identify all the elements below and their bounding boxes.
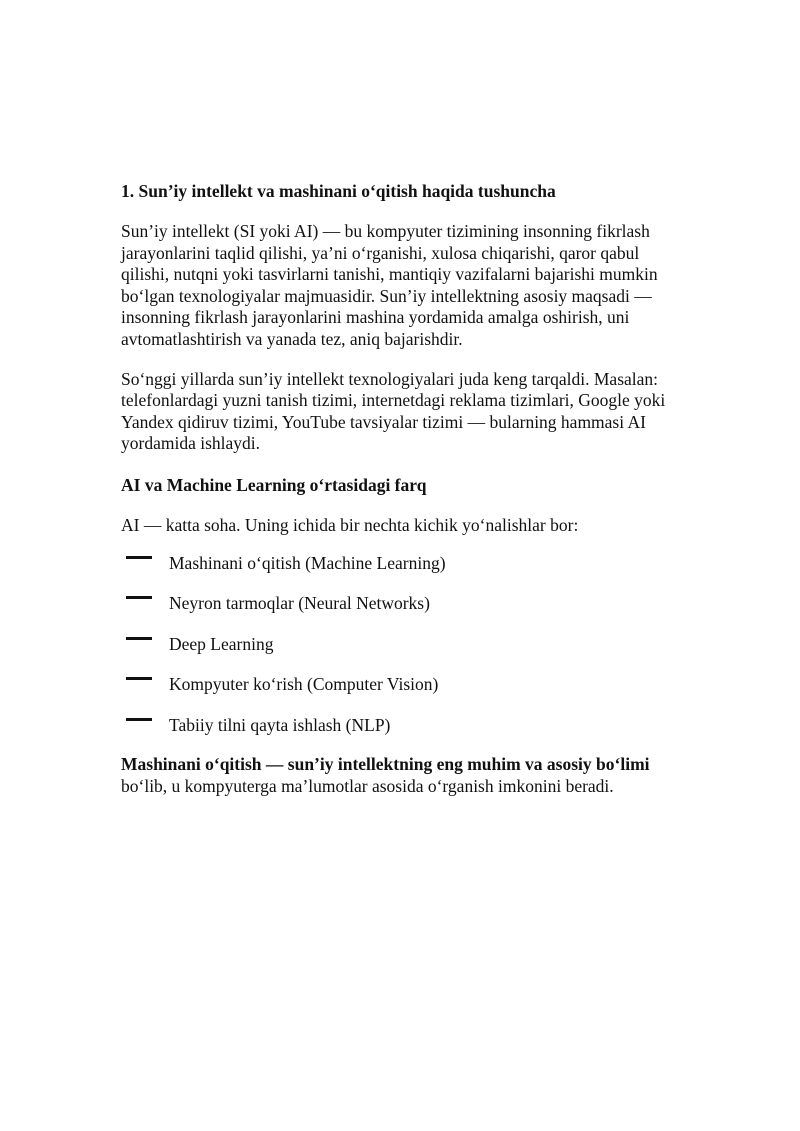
list-item-label: Neyron tarmoqlar (Neural Networks) <box>169 593 430 614</box>
dash-bullet-icon <box>126 596 152 599</box>
list-item <box>121 591 681 615</box>
list-item-label: Deep Learning <box>169 633 274 654</box>
dash-bullet-icon <box>126 637 152 640</box>
closing-regular-text: bo‘lib, u kompyuterga ma’lumotlar asosida o‘rganish imkonini beradi. <box>121 776 614 797</box>
document-body <box>121 179 681 797</box>
closing-paragraph <box>121 753 681 797</box>
dash-bullet-icon <box>126 718 152 721</box>
paragraph-definition: Sun’iy intellekt (SI yoki AI) — bu kompyuter tizimining insonning fikrlash jarayonlarini taqlid qilishi, ya’ni o‘rganishi, xulosa chiqarishi, qaror qabul qilishi, nutqni yoki tasvirlarni tanishi, mantiqiy vazifalarni bajarishi mumkin bo‘lgan texnologiyalar majmuasidir. Sun’iy intellektning asosiy maqsadi — insonning fikrlash jarayonlarini mashina yordamida amalga oshirish, uni avtomatlashtirish va yanada tez, aniq bajarishdir. <box>121 221 658 349</box>
section-heading: 1. Sun’iy intellekt va mashinani o‘qitish haqida tushuncha <box>121 181 556 201</box>
paragraph-examples: So‘nggi yillarda sun’iy intellekt texnologiyalari juda keng tarqaldi. Masalan: telefonlardagi yuzni tanish tizimi, internetdagi reklama tizimlari, Google yoki Yandex qidiruv tizimi, YouTube tavsiyalar tizimi — bularning hammasi AI yordamida ishlaydi. <box>121 368 666 454</box>
dash-bullet-icon <box>126 556 152 559</box>
list-item-label: Kompyuter ko‘rish (Computer Vision) <box>169 674 439 695</box>
list-item <box>121 672 681 696</box>
list-item-label: Tabiiy tilni qayta ishlash (NLP) <box>169 714 391 735</box>
list-item-label: Mashinani o‘qitish (Machine Learning) <box>169 552 446 573</box>
subsection-heading: AI va Machine Learning o‘rtasidagi farq <box>121 474 427 495</box>
dash-bullet-icon <box>126 677 152 680</box>
list-item <box>121 632 681 656</box>
subfield-list <box>121 551 681 737</box>
closing-bold-text: Mashinani o‘qitish — sun’iy intellektning eng muhim va asosiy bo‘limi <box>121 754 650 775</box>
list-item <box>121 551 681 575</box>
intro-paragraph: AI — katta soha. Uning ichida bir nechta kichik yo‘nalishlar bor: <box>121 514 579 535</box>
list-item <box>121 713 681 737</box>
